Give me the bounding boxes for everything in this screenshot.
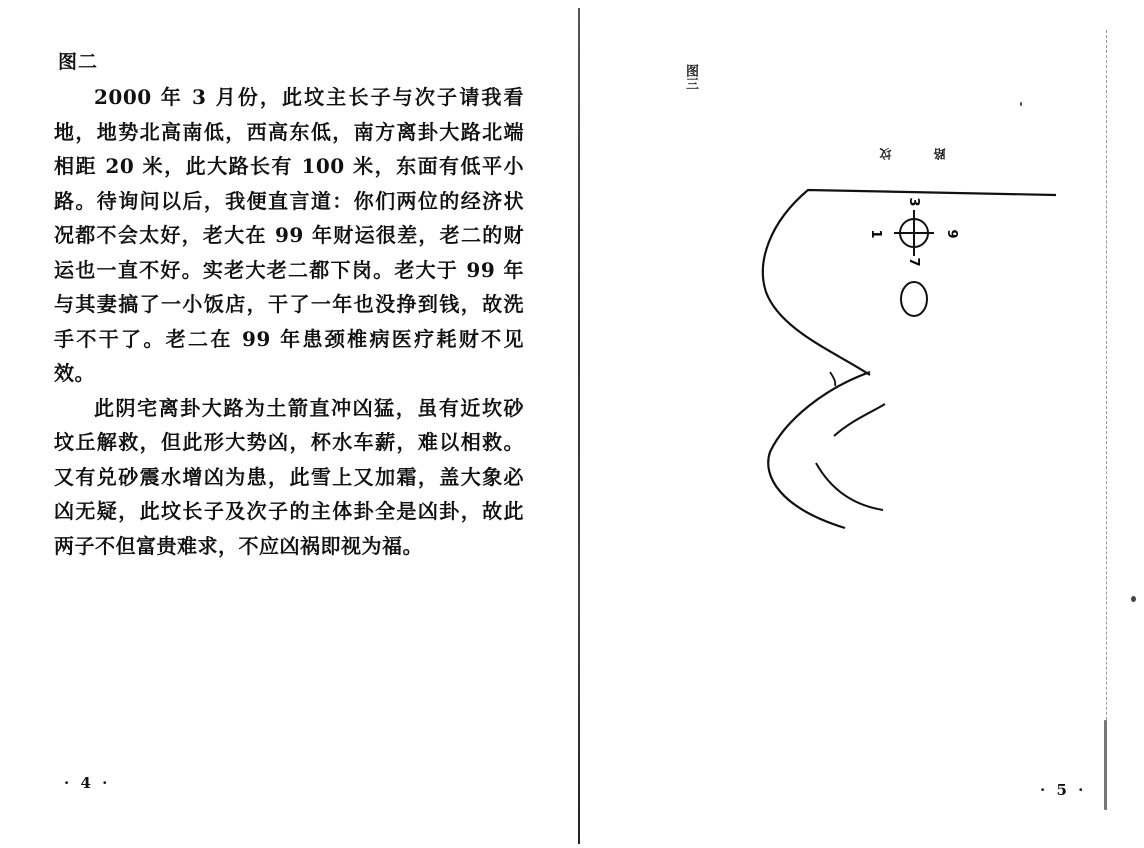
lower-curve bbox=[768, 372, 870, 528]
figure-heading: 图二 bbox=[58, 51, 99, 73]
diagram-label-grave: 坟 bbox=[879, 148, 893, 160]
inner-curve-upper bbox=[834, 404, 885, 436]
right-page bbox=[580, 0, 1144, 848]
diagram-label-road: 路 bbox=[933, 148, 947, 160]
sand-stroke-small bbox=[830, 372, 835, 386]
body-text bbox=[54, 80, 524, 563]
ink-speck bbox=[1131, 596, 1136, 602]
compass-marker bbox=[868, 197, 959, 266]
page-number-left: · 4 · bbox=[64, 774, 111, 792]
site-diagram bbox=[580, 0, 1144, 848]
page-number-right: · 5 · bbox=[1040, 781, 1087, 799]
figure-label: 图三 bbox=[683, 64, 698, 90]
paragraph-2: 此阴宅离卦大路为土箭直冲凶猛，虽有近坎砂坟丘解救，但此形大势凶，杯水车薪，难以相救。又有兑砂震水增凶为患，此雪上又加霜，盖大象必凶无疑，此坟长子及次子的主体卦全是凶卦，故此两子不但富贵难求，不应凶祸即视为福。 bbox=[54, 395, 524, 558]
ink-speck bbox=[1020, 102, 1022, 106]
grave-mound bbox=[901, 282, 927, 316]
compass-digit-left: 1 bbox=[868, 229, 883, 239]
compass-digit-right: 9 bbox=[944, 229, 959, 239]
compass-digit-bottom: 7 bbox=[906, 257, 921, 267]
ink-speck bbox=[1104, 720, 1107, 810]
compass-digit-top: 3 bbox=[906, 197, 921, 207]
inner-curve-lower bbox=[816, 463, 883, 510]
paragraph-1: 2000 年 3 月份，此坟主长子与次子请我看地，地势北高南低，西高东低，南方离卦大路北端相距 20 米，此大路长有 100 米，东面有低平小路。待询问以后，我便直言道：你们两位的经济状况都不会太好，老大在 99 年财运很差，老二的财运也一直不好。实老大老二都下岗。老大于 99 年与其妻搞了一小饭店，干了一年也没挣到钱，故洗手不干了。老二在 99 年患颈椎病医疗耗财不见效。 bbox=[54, 85, 524, 385]
